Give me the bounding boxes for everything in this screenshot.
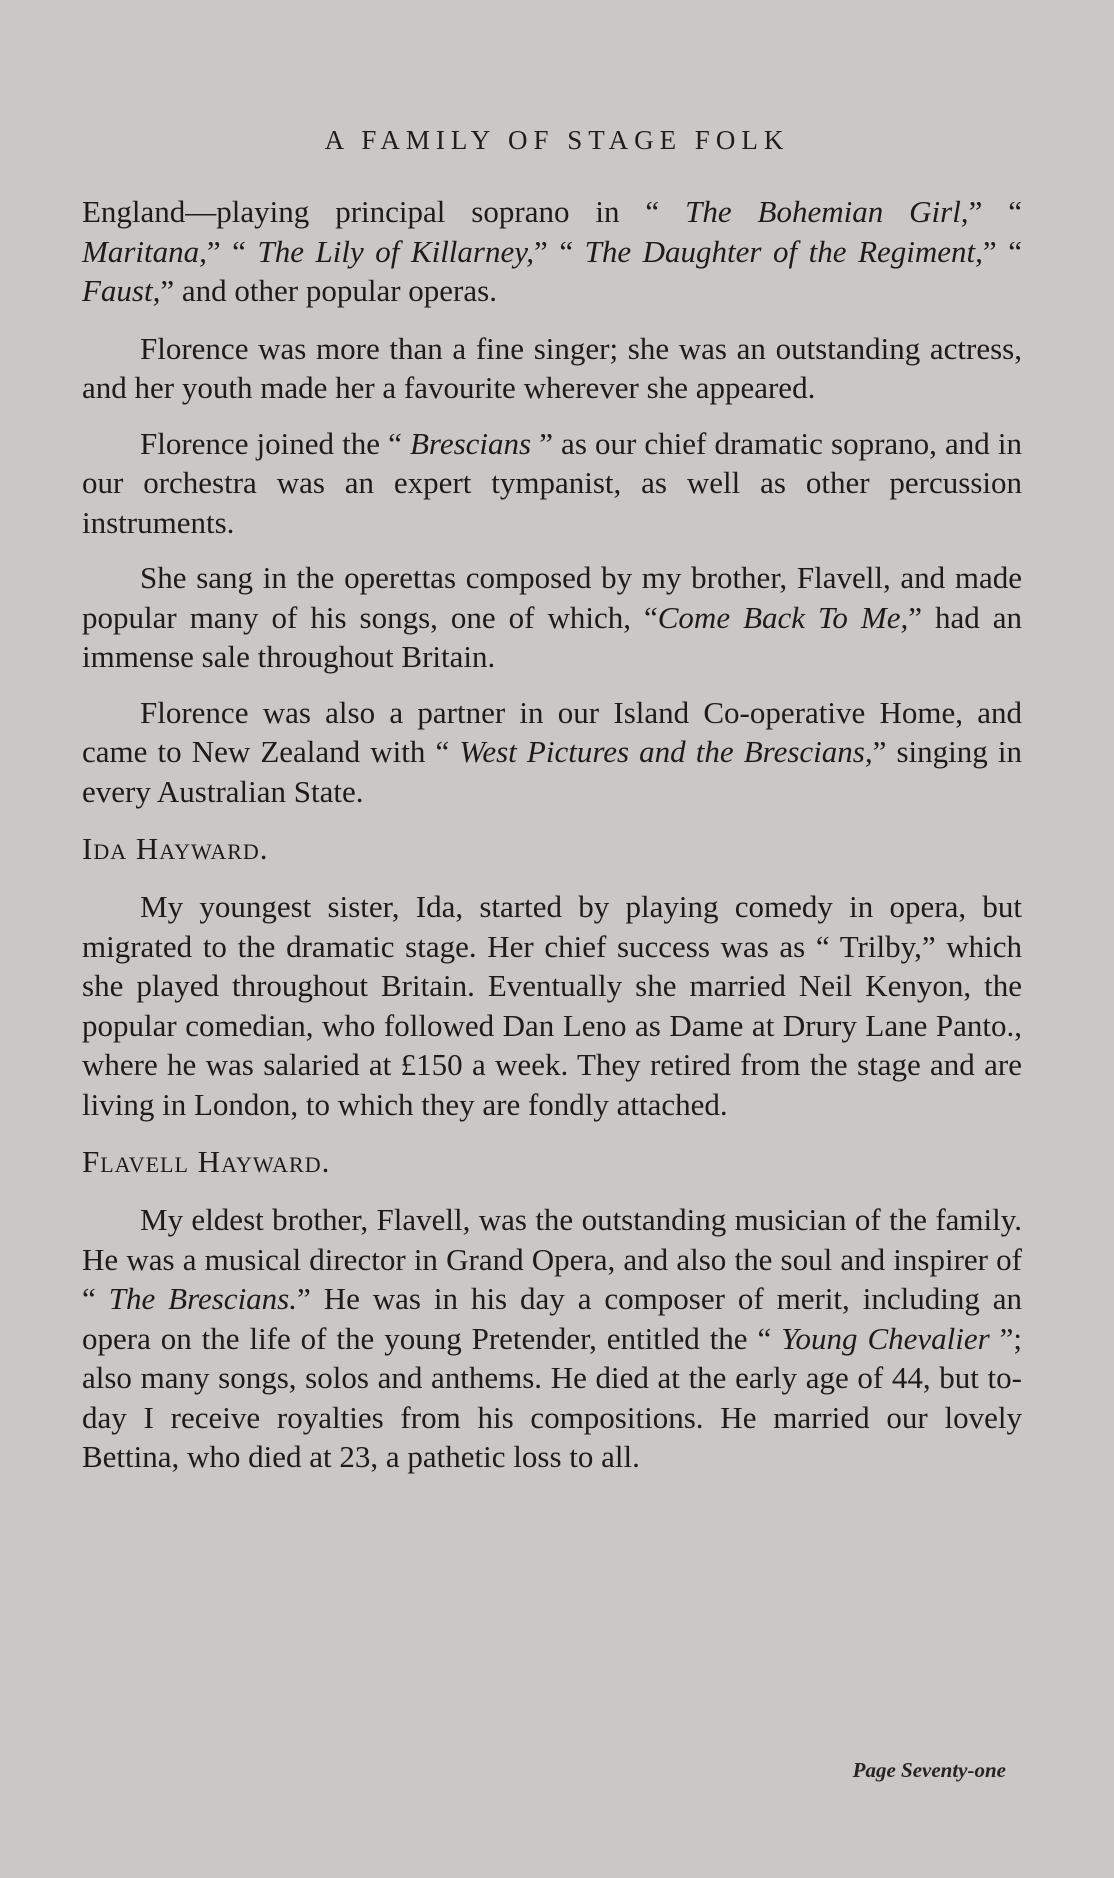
song-title: Come Back To Me, [657,599,909,635]
opera-title: The Lily of Killarney, [257,233,535,269]
text-segment: ”; also many songs, solos and anthems. He died at the early age of 44, but to-day I receive royalties from his compositions. He married our lovely Bettina, who died at 23, a pathetic loss to all. [82,1320,1023,1474]
paragraph-co-operative-home [82,693,1022,812]
text-segment: ” as our chief dramatic soprano, and in our orchestra was an expert tympanist, as well as other percussion instruments. [82,425,1022,540]
body-text [82,192,1022,1493]
opera-title: Maritana, [82,233,207,269]
paragraph-operettas [82,558,1022,677]
text-segment: ” “ [534,233,585,269]
company-title: West Pictures and the Brescians, [459,734,873,769]
company-title: Brescians [409,425,532,461]
text-segment: ” “ [206,233,258,269]
text-segment: ” He was in his day a composer of merit, including an opera on the life of the young Pretender, entitled the “ [82,1281,1023,1356]
paragraph-florence-brescians [82,424,1022,543]
text-segment: ” singing in every Australian State. [82,734,1022,809]
text-segment: Florence was also a partner in our Island Co-operative Home, and came to New Zealand with “ [82,694,1022,769]
page-number: Page Seventy-one [852,1758,1006,1782]
running-head: A FAMILY OF STAGE FOLK [324,125,790,155]
paragraph-opera-roles [82,192,1022,311]
paragraph-flavell-hayward [82,1200,1022,1477]
text-segment: England—playing principal soprano in “ [82,194,686,229]
paragraph-florence-actress: Florence was more than a fine singer; she was an outstanding actress, and her youth made her a favourite wherever she appeared. [82,330,1022,405]
text-segment: My eldest brother, Flavell, was the outstanding musician of the family. He was a musical director in Grand Opera, and also the soul and inspirer of “ [82,1202,1022,1316]
text-segment: ” “ [982,233,1022,269]
opera-title: The Daughter of the Regiment, [584,233,983,269]
text-segment: ” “ [968,194,1022,229]
opera-title: Young Chevalier [781,1320,990,1356]
text-segment: ” and other popular operas. [160,273,497,308]
section-heading-ida-hayward: Ida Hayward. [82,831,269,866]
text-segment: She sang in the operettas composed by my brother, Flavell, and made popular many of his songs, one of which, “ [82,560,1022,635]
opera-title: The Bohemian Girl, [685,194,969,229]
company-title: The Brescians. [108,1281,297,1316]
text-segment: ” had an immense sale throughout Britain. [82,599,1022,674]
section-heading-flavell-hayward: Flavell Hayward. [82,1144,331,1179]
opera-title: Faust, [82,273,161,308]
paragraph-ida-hayward: My youngest sister, Ida, started by playing comedy in opera, but migrated to the dramatic stage. Her chief success was as “ Trilby,” which she played throughout Britain. Eventually she married Neil Kenyon, the popular comedian, who followed Dan Leno as Dame at Drury Lane Panto., where he was salaried at £150 a week. They retired from the stage and are living in London, to which they are fondly attached. [82,889,1022,1122]
text-segment: Florence joined the “ [140,425,410,461]
